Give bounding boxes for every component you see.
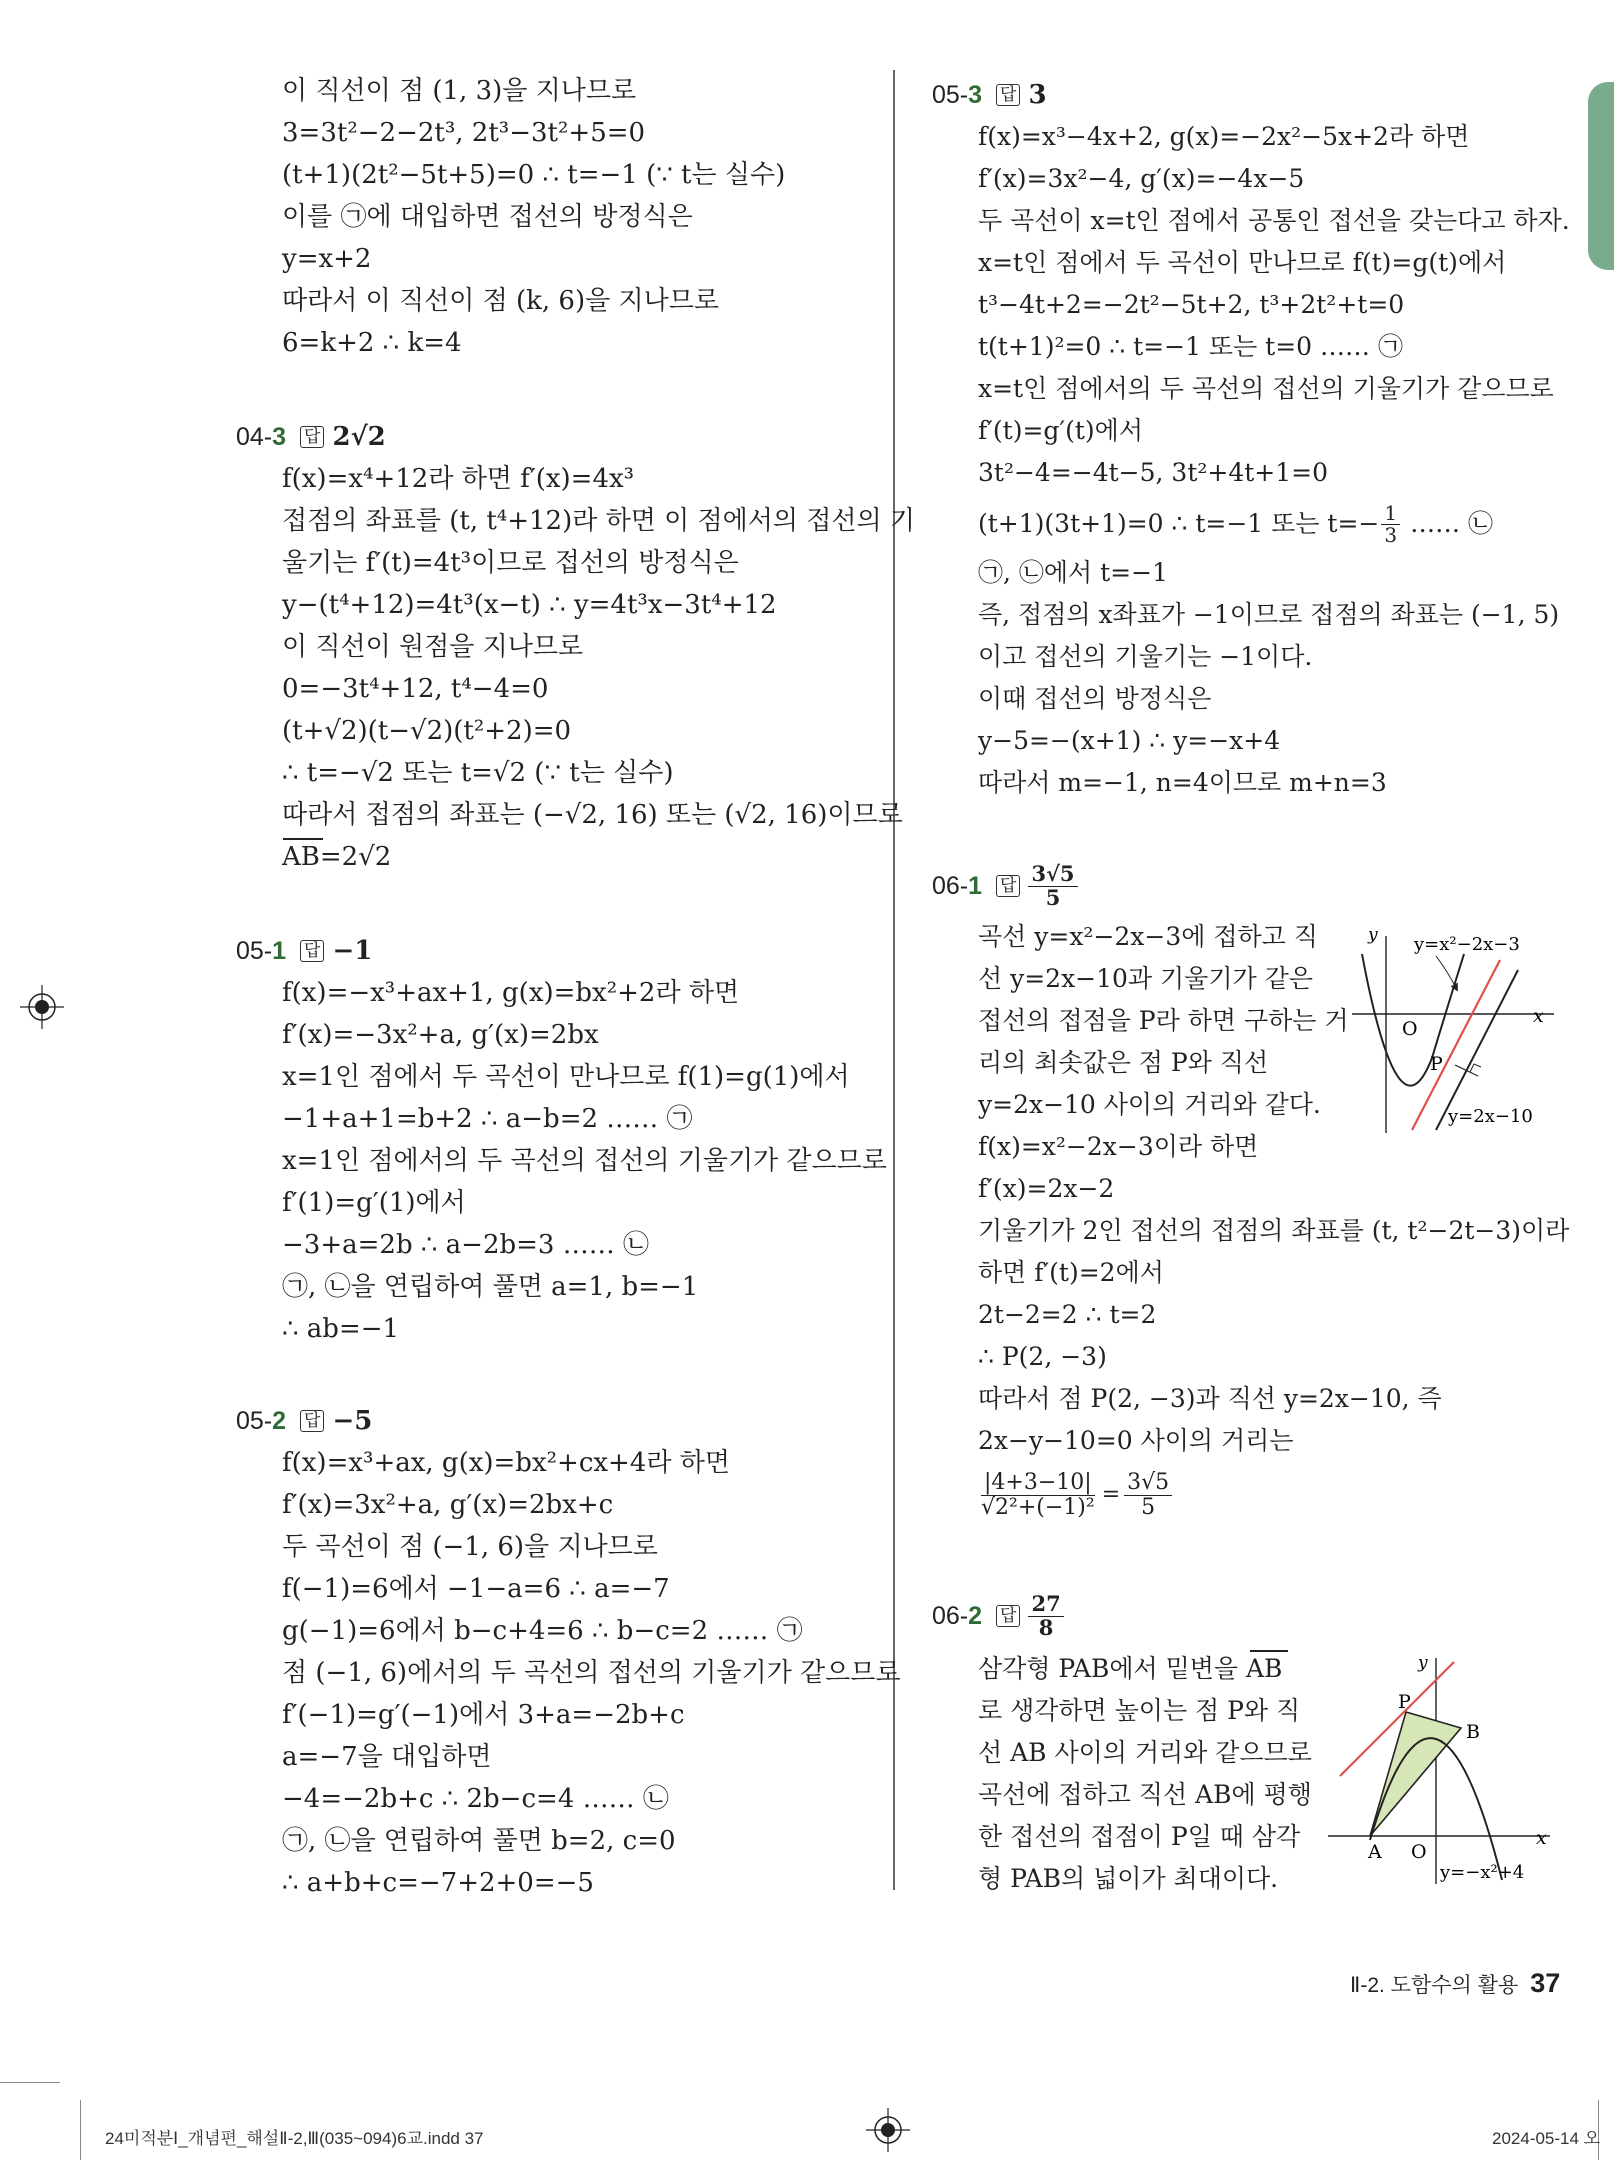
column-divider	[893, 70, 895, 1890]
solution-line: 로 생각하면 높이는 점 P와 직	[978, 1696, 1301, 1725]
solution-line: x=t인 점에서 두 곡선이 만나므로 f(t)=g(t)에서	[978, 248, 1507, 277]
solution-line: 따라서 점 P(2, −3)과 직선 y=2x−10, 즉	[978, 1384, 1442, 1413]
solution-line: f′(1)=g′(1)에서	[282, 1188, 466, 1218]
problem-number: 05-	[236, 1407, 273, 1435]
problem-sub-number: 1	[272, 937, 287, 965]
solution-line: f′(t)=g′(t)에서	[978, 416, 1143, 445]
y-axis-label: y	[1418, 1653, 1428, 1673]
parabola-tangent-graph	[1340, 918, 1560, 1138]
answer-box: 답	[996, 875, 1020, 897]
solution-line: t(t+1)²=0 ∴ t=−1 또는 t=0 …… ㉠	[978, 332, 1403, 361]
page-number: 37	[1530, 1968, 1561, 1998]
solution-line: y=2x−10 사이의 거리와 같다.	[978, 1090, 1321, 1119]
solution-line: 3t²−4=−4t−5, 3t²+4t+1=0	[978, 458, 1328, 487]
answer-value: −5	[332, 1406, 373, 1436]
solution-line: 따라서 이 직선이 점 (k, 6)을 지나므로	[282, 286, 719, 316]
point-a-label: A	[1368, 1841, 1382, 1863]
problem-header-05-2	[236, 1404, 372, 1438]
registration-mark-icon	[20, 985, 64, 1029]
solution-line: 이를 ㉠에 대입하면 접선의 방정식은	[282, 202, 693, 232]
tangent-line	[1412, 960, 1500, 1130]
solution-line: ㉠, ㉡을 연립하여 풀면 b=2, c=0	[282, 1826, 676, 1856]
solution-line: (t+1)(2t²−5t+5)=0 ∴ t=−1 (∵ t는 실수)	[282, 160, 786, 190]
fraction-denominator: 3	[1384, 522, 1398, 547]
solution-line: y−5=−(x+1) ∴ y=−x+4	[978, 726, 1281, 755]
solution-line: 2t−2=2 ∴ t=2	[978, 1300, 1157, 1329]
fraction-numerator: 1	[1381, 503, 1400, 525]
solution-line: t³−4t+2=−2t²−5t+2, t³+2t²+t=0	[978, 290, 1405, 319]
answer-box: 답	[996, 84, 1020, 106]
solution-line: ∴ P(2, −3)	[978, 1342, 1107, 1371]
triangle-area-graph	[1318, 1648, 1558, 1888]
fraction	[1381, 500, 1400, 547]
fraction-line-text: (t+1)(3t+1)=0 ∴ t=−1 또는 t=−	[978, 509, 1380, 538]
solution-line: a=−7을 대입하면	[282, 1742, 492, 1772]
solution-line: 접선의 접점을 P라 하면 구하는 거	[978, 1006, 1349, 1035]
solution-line: y−(t⁴+12)=4t³(x−t) ∴ y=4t³x−3t⁴+12	[282, 590, 777, 620]
problem-sub-number: 2	[968, 1602, 983, 1630]
problem-sub-number: 3	[272, 423, 287, 451]
problem-header-04-3	[236, 420, 386, 454]
answer-fraction	[1028, 1593, 1063, 1638]
solution-line: 두 곡선이 x=t인 점에서 공통인 접선을 갖는다고 하자.	[978, 206, 1570, 235]
problem-sub-number: 1	[968, 872, 983, 900]
problem-header-05-3	[932, 78, 1047, 112]
solution-line: AB=2√2	[282, 842, 392, 872]
solution-line: 따라서 m=−1, n=4이므로 m+n=3	[978, 768, 1387, 797]
solution-line: 0=−3t⁴+12, t⁴−4=0	[282, 674, 549, 704]
solution-line: ∴ a+b+c=−7+2+0=−5	[282, 1868, 594, 1898]
origin-label: O	[1411, 1841, 1427, 1863]
segment-overline	[283, 838, 323, 840]
x-axis-label: x	[1536, 1827, 1547, 1849]
print-file-name: 24미적분Ⅰ_개념편_해설Ⅱ-2,Ⅲ(035~094)6교.indd 37	[105, 2129, 484, 2148]
solution-line-with-fraction	[978, 498, 1493, 550]
solution-line: f(x)=x³−4x+2, g(x)=−2x²−5x+2라 하면	[978, 122, 1470, 151]
solution-line: 하면 f′(t)=2에서	[978, 1258, 1164, 1287]
solution-line: 형 PAB의 넓이가 최대이다.	[978, 1864, 1279, 1893]
solution-line: f(−1)=6에서 −1−a=6 ∴ a=−7	[282, 1574, 670, 1604]
point-p-label: P	[1430, 1053, 1443, 1075]
solution-line: f′(x)=3x²+a, g′(x)=2bx+c	[282, 1490, 614, 1520]
solution-line: f′(−1)=g′(−1)에서 3+a=−2b+c	[282, 1700, 685, 1730]
print-date: 2024-05-14 오	[1492, 2129, 1601, 2148]
solution-line: 3=3t²−2−2t³, 2t³−3t²+5=0	[282, 118, 646, 148]
problem-number: 06-	[932, 872, 969, 900]
solution-line: y=x+2	[282, 244, 372, 274]
crop-line	[80, 2100, 81, 2160]
x-axis-label: x	[1533, 1005, 1544, 1027]
solution-line: 선 y=2x−10과 기울기가 같은	[978, 964, 1313, 993]
problem-header-06-2	[932, 1586, 1064, 1646]
answer-box: 답	[996, 1605, 1020, 1627]
solution-line: ∴ ab=−1	[282, 1314, 400, 1344]
solution-line: f(x)=x⁴+12라 하면 f′(x)=4x³	[282, 464, 635, 494]
fraction-line-mark: …… ㉡	[1410, 509, 1494, 538]
distance-numerator: |4+3−10|	[981, 1471, 1095, 1495]
solution-line: ㉠, ㉡에서 t=−1	[978, 558, 1168, 587]
chapter-tab	[1588, 82, 1614, 270]
answer-value: 3	[1028, 80, 1047, 110]
solution-line: (t+√2)(t−√2)(t²+2)=0	[282, 716, 572, 746]
solution-line: −4=−2b+c ∴ 2b−c=4 …… ㉡	[282, 1784, 669, 1814]
solution-line: −1+a+1=b+2 ∴ a−b=2 …… ㉠	[282, 1104, 693, 1134]
point-p-label: P	[1398, 1691, 1411, 1713]
perpendicular-segment	[1455, 1065, 1478, 1076]
right-angle-mark	[1470, 1064, 1481, 1072]
problem-number: 06-	[932, 1602, 969, 1630]
solution-line: 이 직선이 점 (1, 3)을 지나므로	[282, 76, 637, 106]
solution-line: 두 곡선이 점 (−1, 6)을 지나므로	[282, 1532, 658, 1562]
solution-line: 이고 접선의 기울기는 −1이다.	[978, 642, 1313, 671]
answer-denominator: 8	[1038, 1614, 1054, 1640]
solution-line: f(x)=−x³+ax+1, g(x)=bx²+2라 하면	[282, 978, 740, 1008]
solution-line: ∴ t=−√2 또는 t=√2 (∵ t는 실수)	[282, 758, 674, 788]
line-label: y=2x−10	[1448, 1106, 1533, 1127]
origin-label: O	[1402, 1018, 1418, 1040]
answer-box: 답	[300, 426, 324, 448]
problem-number: 05-	[236, 937, 273, 965]
answer-box: 답	[300, 1410, 324, 1432]
curve-label: y=−x²+4	[1440, 1862, 1525, 1883]
registration-mark-icon	[866, 2108, 910, 2152]
equals-sign: =	[1101, 1482, 1121, 1507]
answer-box: 답	[300, 940, 324, 962]
distance-result	[1124, 1471, 1172, 1518]
triangle-pab	[1370, 1712, 1461, 1836]
solution-line: f′(x)=−3x²+a, g′(x)=2bx	[282, 1020, 599, 1050]
y-axis-label: y	[1368, 925, 1378, 945]
section-title: Ⅱ-2. 도함수의 활용	[1350, 1974, 1519, 1997]
page-footer	[1350, 1968, 1560, 1999]
solution-line: 울기는 f′(t)=4t³이므로 접선의 방정식은	[282, 548, 739, 578]
distance-fraction	[978, 1471, 1098, 1518]
solution-line: 즉, 접점의 x좌표가 −1이므로 접점의 좌표는 (−1, 5)	[978, 600, 1560, 629]
solution-line: 한 접선의 접점이 P일 때 삼각	[978, 1822, 1301, 1851]
solution-line: 따라서 접점의 좌표는 (−√2, 16) 또는 (√2, 16)이므로	[282, 800, 903, 830]
solution-line: x=1인 점에서의 두 곡선의 접선의 기울기가 같으므로	[282, 1146, 887, 1176]
solution-line: f(x)=x²−2x−3이라 하면	[978, 1132, 1259, 1161]
distance-denominator: √2²+(−1)²	[981, 1494, 1095, 1520]
result-denominator: 5	[1141, 1494, 1156, 1520]
answer-fraction	[1028, 863, 1077, 908]
point-b-label: B	[1466, 1721, 1480, 1743]
solution-line: 접점의 좌표를 (t, t⁴+12)라 하면 이 점에서의 접선의 기	[282, 506, 915, 536]
solution-line: 기울기가 2인 접선의 접점의 좌표를 (t, t²−2t−3)이라	[978, 1216, 1570, 1245]
solution-line: 2x−y−10=0 사이의 거리는	[978, 1426, 1294, 1455]
solution-line: x=1인 점에서 두 곡선이 만나므로 f(1)=g(1)에서	[282, 1062, 850, 1092]
curve-label: y=x²−2x−3	[1414, 934, 1520, 955]
solution-line: f′(x)=3x²−4, g′(x)=−4x−5	[978, 164, 1305, 193]
solution-line: x=t인 점에서의 두 곡선의 접선의 기울기가 같으므로	[978, 374, 1554, 403]
distance-formula	[978, 1466, 1172, 1524]
answer-value: −1	[332, 936, 373, 966]
solution-line: −3+a=2b ∴ a−2b=3 …… ㉡	[282, 1230, 649, 1260]
problem-number: 05-	[932, 81, 969, 109]
solution-line: 이 직선이 원점을 지나므로	[282, 632, 584, 662]
solution-line: 이때 접선의 방정식은	[978, 684, 1212, 713]
answer-denominator: 5	[1045, 884, 1061, 910]
solution-line: 곡선 y=x²−2x−3에 접하고 직	[978, 922, 1318, 951]
result-numerator: 3√5	[1124, 1471, 1172, 1495]
problem-sub-number: 3	[968, 81, 983, 109]
solution-line: ㉠, ㉡을 연립하여 풀면 a=1, b=−1	[282, 1272, 699, 1302]
problem-header-05-1	[236, 934, 372, 968]
problem-number: 04-	[236, 423, 273, 451]
solution-line: f(x)=x³+ax, g(x)=bx²+cx+4라 하면	[282, 1448, 730, 1478]
solution-line: 곡선에 접하고 직선 AB에 평행	[978, 1780, 1312, 1809]
label-pointer-icon	[1436, 956, 1456, 988]
solution-line: g(−1)=6에서 b−c+4=6 ∴ b−c=2 …… ㉠	[282, 1616, 803, 1646]
solution-line: f′(x)=2x−2	[978, 1174, 1115, 1203]
answer-numerator: 27	[1028, 1593, 1063, 1616]
solution-line: 6=k+2 ∴ k=4	[282, 328, 462, 358]
segment-overline	[1250, 1650, 1288, 1652]
solution-line: 점 (−1, 6)에서의 두 곡선의 접선의 기울기가 같으므로	[282, 1658, 901, 1688]
problem-header-06-1	[932, 856, 1078, 916]
problem-sub-number: 2	[272, 1407, 287, 1435]
crop-line	[0, 2082, 60, 2083]
answer-numerator: 3√5	[1028, 863, 1077, 886]
solution-line: 선 AB 사이의 거리와 같으므로	[978, 1738, 1312, 1767]
answer-value: 2√2	[332, 422, 386, 452]
solution-line: 리의 최솟값은 점 P와 직선	[978, 1048, 1269, 1077]
solution-line: 삼각형 PAB에서 밑변을 AB	[978, 1654, 1283, 1683]
